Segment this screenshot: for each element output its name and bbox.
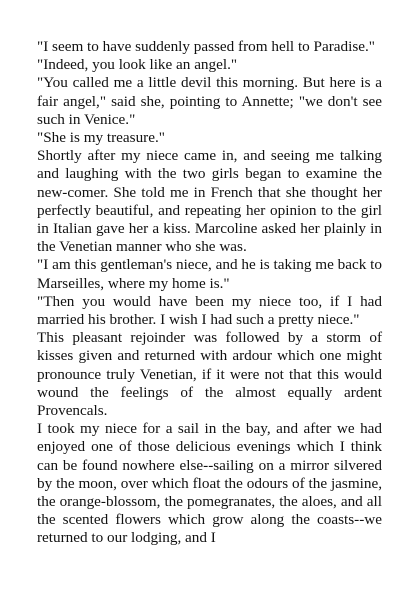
paragraph: This pleasant rejoinder was followed by a storm of kisses given and returned with ardour which one might pronounce truly Venetian, if it were not that this would wound the feelings of the almost equally ardent Provencals.: [37, 329, 382, 420]
paragraph: "Indeed, you look like an angel.": [37, 56, 238, 74]
paragraph: "I seem to have suddenly passed from hell to Paradise.": [37, 38, 376, 55]
paragraph: Shortly after my niece came in, and seeing me talking and laughing with the two girls began to examine the new-comer. She told me in French that she thought her perfectly beautiful, and repeating her opinion to the girl in Italian gave her a kiss. Marcoline asked her plainly in the Venetian manner who she was.: [37, 147, 382, 256]
paragraph: "She is my treasure.": [37, 129, 165, 147]
paragraph: "You called me a little devil this morning. But here is a fair angel," said she, pointing to Annette; "we don't see such in Venice.": [37, 74, 382, 128]
paragraph: "I am this gentleman's niece, and he is taking me back to Marseilles, where my home is.": [37, 256, 382, 292]
paragraph: I took my niece for a sail in the bay, and after we had enjoyed one of those delicious evenings which I think can be found nowhere else--sailing on a mirror silvered by the moon, over which float the odours of the jasmine, the orange-blossom, the pomegranates, the aloes, and all the scented flowers which grow along the coasts--we returned to our lodging, and I: [37, 420, 382, 547]
paragraph: "Then you would have been my niece too, if I had married his brother. I wish I had such a pretty niece.": [37, 292, 382, 329]
page-text: [37, 38, 382, 548]
